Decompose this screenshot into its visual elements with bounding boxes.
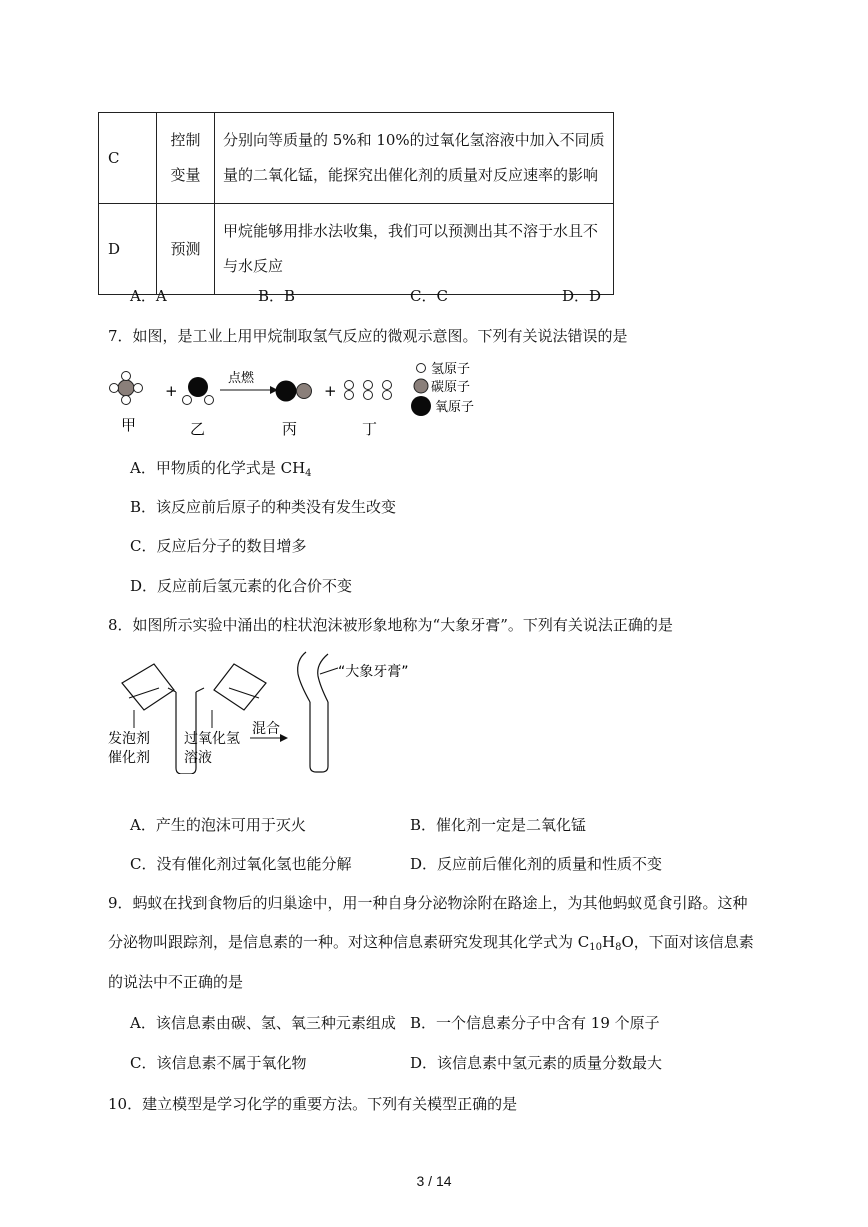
row-method-line: 控制 [170,131,201,149]
q9-sub-c: 10 [589,942,602,953]
row-method-line: 变量 [170,166,201,184]
right-beaker [212,664,266,728]
left-beaker [122,664,174,728]
q7-option-a [130,457,312,479]
row-letter: D [99,204,157,295]
label-foaming-agent: 发泡剂 [108,731,150,747]
q7-option-a-text: A．甲物质的化学式是 CH [130,459,306,477]
table-row [99,204,614,295]
q8-stem: 8．如图所示实验中涌出的柱状泡沫被形象地称为“大象牙膏”。下列有关说法正确的是 [108,616,673,634]
options-table [98,112,614,295]
q9-option-d: D．该信息素中氢元素的质量分数最大 [410,1054,663,1072]
q6-option-d: D．D [562,287,602,305]
q9-line-2-suffix: O，下面对该信息素 [621,933,754,951]
q7-stem: 7．如图，是工业上用甲烷制取氢气反应的微观示意图。下列有关说法错误的是 [108,327,628,345]
row-method-line: 预测 [170,239,201,258]
molecule-hydrogen-group [345,381,392,400]
legend-hydrogen: 氢原子 [431,362,471,377]
label-yi: 乙 [190,420,206,438]
q9-option-b: B．一个信息素分子中含有 19 个原子 [410,1014,660,1032]
row-method [157,204,215,295]
hydrogen-legend-icon [417,364,426,373]
label-catalyst: 催化剂 [108,750,150,766]
q9-line-1: 9．蚂蚁在找到食物后的归巢途中，用一种自身分泌物涂附在路途上，为其他蚂蚁觅食引路。这种 [108,894,748,912]
mix-arrow [250,721,288,742]
molecule-water [183,377,214,405]
row-letter: C [99,113,157,204]
q9-h: H [601,933,616,951]
legend-carbon: 碳原子 [431,380,471,395]
label-ding: 丁 [362,420,378,438]
molecule-methane [110,372,143,405]
legend [411,362,474,416]
label-hydrogen-peroxide: 过氧化氢 [184,731,240,747]
q7-option-a-sub: 4 [305,468,312,479]
plus-sign: + [324,382,337,400]
page-number: 3 / 14 [416,1173,452,1189]
q9-line-2 [108,931,754,953]
row-content: 分别向等质量的 5%和 10%的过氧化氢溶液中加入不同质量的二氧化锰，能探究出催化剂的质量对反应速率的影响 [215,113,614,204]
reaction-arrow [220,370,278,394]
row-content: 甲烷能够用排水法收集，我们可以预测出其不溶于水且不与水反应 [215,204,614,295]
q9-line-3: 的说法中不正确的是 [108,973,244,991]
q8-option-a: A．产生的泡沫可用于灭火 [130,816,306,834]
carbon-legend-icon [414,379,428,393]
label-bing: 丙 [282,420,298,438]
q9-option-a: A．该信息素由碳、氢、氧三种元素组成 [130,1014,396,1032]
molecule-carbon-monoxide [276,381,312,402]
q7-option-c: C．反应后分子的数目增多 [130,537,307,555]
q6-option-b: B．B [258,287,296,305]
q9-line-2-prefix: 分泌物叫跟踪剂，是信息素的一种。对这种信息素研究发现其化学式为 C [108,933,590,951]
q7-reaction-diagram [105,358,485,440]
label-solution: 溶液 [184,750,212,766]
foam-label: “大象牙膏” [338,664,409,680]
q7-option-b: B．该反应前后原子的种类没有发生改变 [130,498,397,516]
table-row [99,113,614,204]
legend-oxygen: 氧原子 [435,400,475,415]
q8-option-d: D．反应前后催化剂的质量和性质不变 [410,855,663,873]
row-method [157,113,215,204]
q9-sub-h: 8 [615,942,622,953]
q8-experiment-diagram [104,648,434,774]
oxygen-legend-icon [411,396,431,416]
q6-option-c: C．C [410,287,448,305]
test-tube-after [298,652,409,772]
mix-label: 混合 [252,721,280,737]
q7-option-d: D．反应前后氢元素的化合价不变 [130,577,353,595]
q6-option-a: A．A [130,287,167,305]
q10-stem: 10．建立模型是学习化学的重要方法。下列有关模型正确的是 [108,1095,518,1113]
label-jia: 甲 [121,416,137,434]
q8-option-c: C．没有催化剂过氧化氢也能分解 [130,855,352,873]
q9-option-c: C．该信息素不属于氧化物 [130,1054,307,1072]
q8-option-b: B．催化剂一定是二氧化锰 [410,816,587,834]
plus-sign: + [165,382,178,400]
reaction-condition: 点燃 [228,371,255,386]
